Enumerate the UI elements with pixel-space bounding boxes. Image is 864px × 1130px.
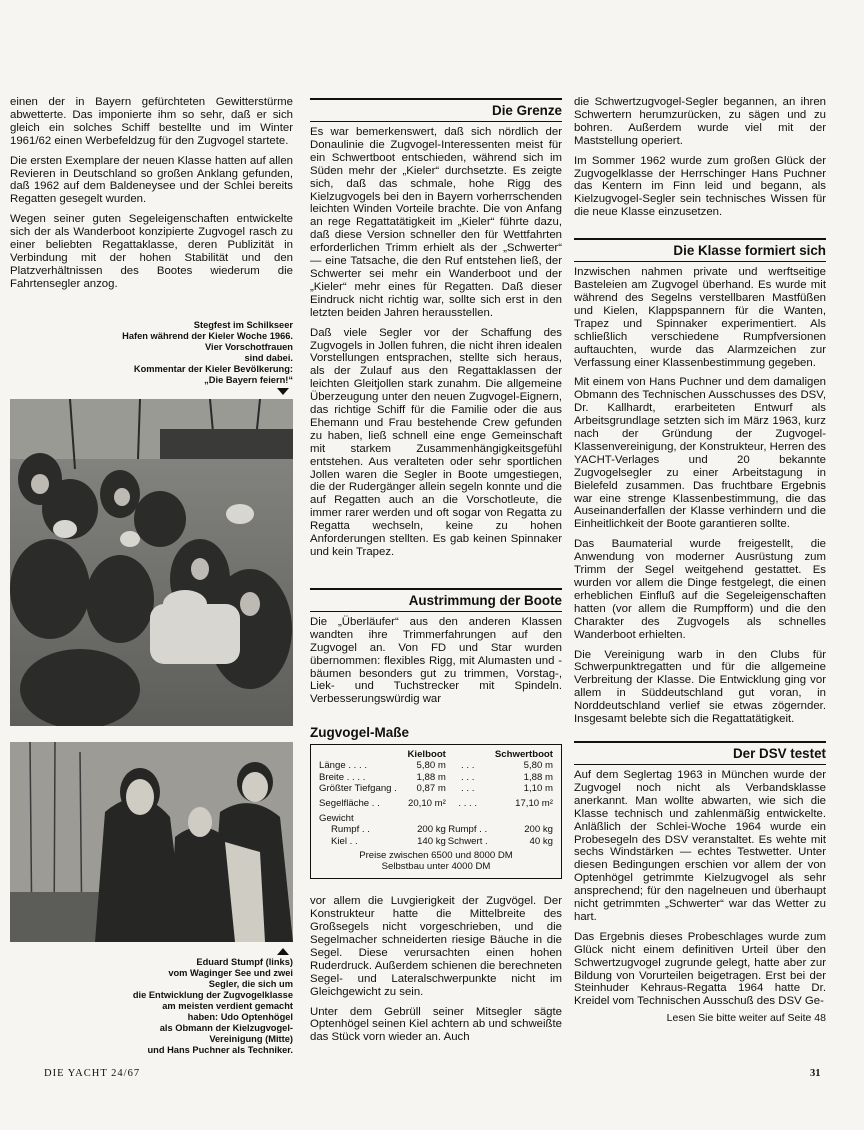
column-2 — [310, 96, 562, 1051]
caption-line: vom Waginger See und zwei — [168, 967, 293, 978]
photo-stegfest — [10, 399, 293, 726]
caption-pointer-down-icon — [277, 388, 289, 395]
cell-kiel: 0,87 m — [416, 782, 446, 794]
table-row — [319, 809, 553, 824]
cell-schwert: 40 kg — [529, 835, 553, 847]
row-label: Größter Tiefgang . — [319, 782, 397, 794]
cell-kiel: 200 kg — [417, 824, 446, 836]
caption-line: sind dabei. — [244, 352, 293, 363]
section-heading-austrimmung: Austrimmung der Boote — [310, 588, 562, 612]
body-paragraph: Die ersten Exemplare der neuen Klasse hatten auf allen Revieren in Deutschland so großen Anklang gefunden, daß 1962 auf dem Baldeneysee und der Schlei bereits Regatten gesegelt wurden. — [10, 154, 293, 206]
body-paragraph: Im Sommer 1962 wurde zum großen Glück der Zugvogelklasse der Herrschinger Hans Puchner das Kentern im Finn leid und begann, als Kielzugvogel-Segler sein technisches Wissen für die neue Klasse einzusetzen. — [574, 154, 826, 219]
page-number: 31 — [810, 1068, 821, 1079]
cell-sep: . . . — [461, 771, 475, 783]
caption-line: und Hans Puchner als Techniker. — [147, 1044, 293, 1055]
body-paragraph: Inzwischen nahmen private und werftseitige Basteleien am Zugvogel überhand. Es wurde mit während des Segelns verstellbaren Mastfüßen und Kielen, Klappspannern für die Wanten, Trapez und Spinnaker experimentiert. Als schließlich verschiedene Rumpfversionen auftauchten, wurde das Alarmzeichen zur Verfassung einer Klassenbestimmung gegeben. — [574, 266, 826, 369]
continue-note: Lesen Sie bitte weiter auf Seite 48 — [666, 1012, 826, 1025]
column-1 — [10, 96, 293, 1056]
cell-sep: . . . . — [458, 798, 478, 810]
col-header-kielboot: Kielboot — [407, 749, 446, 761]
column-3 — [574, 96, 826, 1024]
body-paragraph: Das Ergebnis dieses Probeschlages wurde zum Glück nicht einem definitiven Urteil über den Schwertzugvogel zugrunde gelegt, hatte aber zur Bildung von Vorurteilen beigetragen. Erst bei der Steinhuder Kehraus-Regatta 1964 hatte Dr. Kreidel vom Technischen Ausschuß des DSV Ge- — [574, 930, 826, 1008]
body-paragraph: die Schwertzugvogel-Segler begannen, an ihren Schwertern herumzurücken, zu sägen und zu bohren. Außerdem wurde viel mit der Maststellung operiert. — [574, 96, 826, 147]
table-row — [319, 847, 553, 861]
cell-schwert: 1,10 m — [523, 782, 553, 794]
cell-sep: . . . — [461, 782, 475, 794]
caption-line: Hafen während der Kieler Woche 1966. — [122, 330, 293, 341]
cell-schwert: 5,80 m — [523, 760, 553, 772]
cell-sep: Rumpf . . — [448, 824, 488, 836]
section-heading-grenze: Die Grenze — [310, 98, 562, 122]
photo-stumpf-optenhoegel-puchner — [10, 742, 293, 942]
body-paragraph: Mit einem von Hans Puchner und dem damaligen Obmann des Technischen Ausschusses des DSV, Dr. Kallhardt, erarbeiteten Entwurf als Arbeitsgrundlage setzten sich im März 1963, kurz nach der Gründung der Zugvogel-Klassenvereinigung, der Konstrukteur, Herren des YACHT-Verlages und 20 bekannte Zugvogelsegler zu einer Arbeitstagung in Bielefeld zusammen. Das fruchtbare Ergebnis war eine strenge Klassenbestimmung, die das Auseinanderfallen der Klasse verhindern und die Einheitlichkeit der Boote garantieren sollte. — [574, 376, 827, 531]
cell-kiel: 1,88 m — [416, 771, 446, 783]
price-line: Preise zwischen 6500 und 8000 DM — [359, 849, 513, 861]
body-paragraph: vor allem die Luvgierigkeit der Zugvögel. Der Konstrukteur hatte die Mittelbreite des Großsegels nicht vorgeschrieben, und die Segelmacher schneiderten riesige Bäuche in die Segel. Diese verursachten einen hohen Ruderdruck. Außerdem schienen die berechneten Segel- und Lateralschwerpunkte nicht im Gleichgewicht zu sein. — [310, 895, 562, 998]
photo-caption-1 — [10, 320, 293, 386]
footer-magazine: DIE YACHT 24/67 — [44, 1068, 141, 1079]
cell-sep: . . . — [461, 760, 475, 772]
photo-stegfest-graphic — [10, 399, 293, 726]
table-row — [319, 836, 553, 847]
cell-schwert: 1,88 m — [523, 771, 553, 783]
body-paragraph: Wegen seiner guten Segeleigenschaften entwickelte sich der als Wanderboot konzipierte Zugvogel rasch zu einer beliebten Regattaklasse, deren Publizität in Verbindung mit der hohen Stabilität und den Platzverhältnissen des Bootes wiederum die Fahrtensegler anzog. — [10, 213, 293, 290]
masse-table-box — [310, 744, 562, 879]
table-row — [319, 824, 553, 835]
caption-line: Kommentar der Kieler Bevölkerung: — [133, 363, 293, 374]
cell-schwert: 200 kg — [524, 824, 553, 836]
row-label: Rumpf . . — [331, 824, 370, 836]
section-heading-klasse: Die Klasse formiert sich — [574, 238, 826, 262]
cell-schwert: 17,10 m² — [515, 798, 553, 810]
caption-line: Segler, die sich um — [208, 978, 293, 989]
caption-line: als Obmann der Kielzugvogel- — [159, 1022, 293, 1033]
cell-kiel: 140 kg — [417, 835, 446, 847]
body-paragraph: Auf dem Seglertag 1963 in München wurde der Zugvogel noch nicht als Verbandsklasse anerkannt. Man wollte abwarten, wie sich die Klasse technisch und zahlenmäßig entwickelte. Anläßlich der Schlei-Woche 1964 wurde ein Probesegeln des DSV veranstaltet. Es wehte mit sechs Windstärken — echtes Testwetter. Unter diesen Bedingungen erschien vor allem der von Optenhögel getrimmte Kielzugvogel als sehr ansprechend; für den nagelneuen und überhaupt nicht getrimmten „Schwerter“ war das Wetter zu hart. — [574, 768, 826, 923]
table-row — [319, 772, 553, 783]
caption-line: Vier Vorschotfrauen — [204, 341, 293, 352]
row-label: Breite . . . . — [319, 771, 366, 783]
masse-table — [319, 749, 553, 872]
price-line: Selbstbau unter 4000 DM — [381, 861, 491, 873]
caption-pointer-up-icon — [277, 948, 289, 955]
body-paragraph: Die „Überläufer“ aus den anderen Klassen wandten ihre Trimmerfahrungen auf den Zugvogel an. Von FD und Star wurden übernommen: flexibles Rigg, mit Alumasten und -bäumen besonders gut zu trimmen, Vorstag-, Liek- und Tuchstrecker mit Spindeln. Verbesserungswürdig war — [310, 615, 562, 706]
caption-line: Vereinigung (Mitte) — [209, 1033, 293, 1044]
body-paragraph: Das Baumaterial wurde freigestellt, die Anwendung von moderner Ausrüstung zum Trimm der Segel weitgehend gestattet. Es wurden vor allem die Dinge festgelegt, die einen erheblichen Einfluß auf die Segeleigenschaften hatten (vor allem die Rumpfform) und die den Charakter des Zugvogels als schnelles Wanderboot erhielten. — [574, 538, 826, 641]
photo-caption-2 — [10, 957, 293, 1056]
row-label: Kiel . . — [331, 835, 358, 847]
body-paragraph: Es war bemerkenswert, daß sich nördlich der Donaulinie die Zugvogel-Interessenten meist für ein Schwertboot entschieden, während sich im Süden mehr der „Kieler“ durchsetzte. Es zeigte sich, daß das schmale, hohe Rigg des Kielzugvogels bei den in Bayern vorherrschenden leichten Winden Vorteile brachte. Die von Anfang an rege Regattatätigkeit im „Kieler“ führte dazu, daß diese Version schneller den für Wettfahrten erforderlichen Trimm erhielt als der „Schwerter“ — eine Tatsache, die den Ruf entstehen ließ, der Schwerter sei mehr ein Wanderboot und der „Kieler“ mehr eines für Regatten. Daß dieser Eindruck nicht richtig war, sollte sich erst in den letzten beiden Jahren herausstellen. — [310, 126, 562, 319]
cell-kiel: 5,80 m — [416, 760, 446, 772]
row-label: Segelfläche . . — [319, 798, 380, 810]
cell-kiel: 20,10 m² — [408, 798, 446, 810]
cell-sep: Schwert . — [447, 835, 488, 847]
row-label: Gewicht — [319, 813, 354, 825]
caption-line: Stegfest im Schilkseer — [193, 319, 293, 330]
photo-portrait-graphic — [10, 742, 293, 942]
table-row — [319, 861, 553, 872]
caption-line: am meisten verdient gemacht — [162, 1000, 293, 1011]
section-heading-dsv: Der DSV testet — [574, 741, 826, 765]
body-paragraph: Daß viele Segler vor der Schaffung des Zugvogels in Jollen fuhren, die nicht ihren idealen Vorstellungen entsprachen, stellte sich heraus, als der Zulauf aus den Regattaklassen der leichten Gleitjollen stark zunahm. Die allgemeine Überzeugung unter den neuen Zugvogel-Eignern, das richtige Schiff für die Familie oder die aus Ehemann und Frau bestehende Crew gefunden zu haben, ließ schnell eine enge Gemeinschaft mit starkem Zusammenhängigkeitsgefühl entstehen. Aus veralteten oder sehr sportlichen Jollen waren die Segler in Boote umgestiegen, die der Rudergänger allein segeln konnte und die auf Regatten auch an die Vorschotleute, die immer rarer werden und oft sogar von Regatta zu Regatta wechseln, keine zu hohen Anforderungen stellten. Es gab keinen Spinnaker und kein Trapez. — [310, 326, 562, 558]
body-paragraph: Die Vereinigung warb in den Clubs für Schwerpunktregatten und für die allgemeine Verbreitung der Klasse. Die Entwicklung ging vor allem in Süddeutschland gut voran, in Norddeutschland verlief sie etwas zögernder. Insgesamt belebte sich die Regattatätigkeit. — [574, 648, 826, 726]
masse-heading: Zugvogel-Maße — [310, 725, 410, 741]
body-paragraph: Unter dem Gebrüll seiner Mitsegler sägte Optenhögel seinen Kiel achtern ab und schweißte das Stück vorn wieder an. Auch — [310, 1005, 562, 1044]
caption-line: die Entwicklung der Zugvogelklasse — [132, 989, 293, 1000]
table-row — [319, 794, 553, 809]
caption-line: haben: Udo Optenhögel — [187, 1011, 293, 1022]
col-header-schwertboot: Schwertboot — [494, 749, 553, 761]
table-row — [319, 783, 553, 794]
caption-line: „Die Bayern feiern!“ — [204, 374, 293, 385]
caption-line: Eduard Stumpf (links) — [196, 956, 293, 967]
table-row — [319, 760, 553, 771]
row-label: Länge . . . . — [319, 760, 368, 772]
body-paragraph: einen der in Bayern gefürchteten Gewitterstürme abwetterte. Das imponierte ihm so sehr, daß er sich gleich ein solches Schiff bestellte und im Winter 1961/62 einen Werbefeldzug für den Zugvogel startete. — [10, 96, 293, 147]
